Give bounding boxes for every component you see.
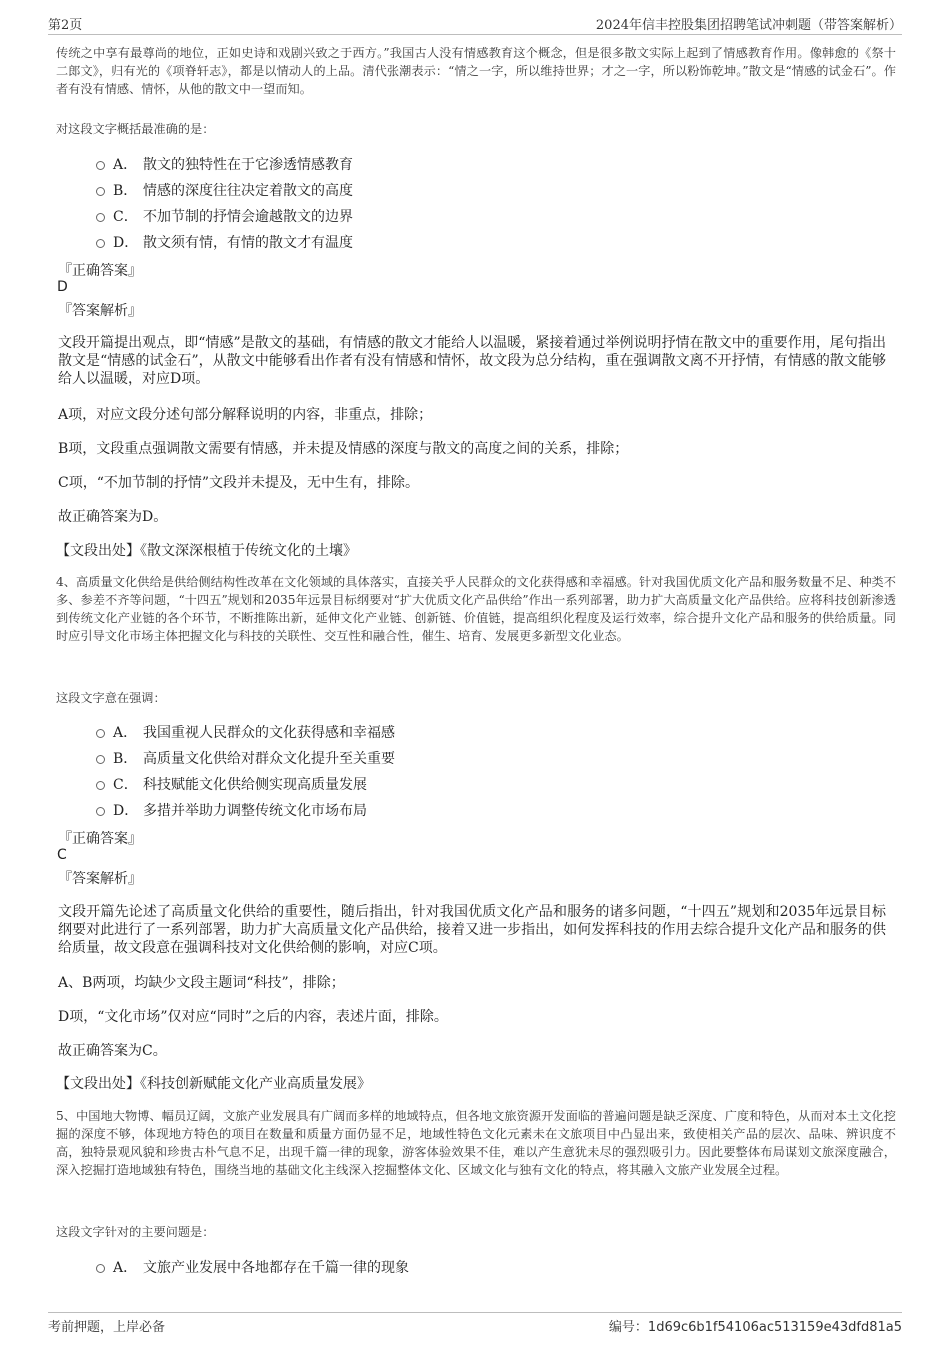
option-text: 散文须有情，有情的散文才有温度 [143, 235, 353, 251]
q3-source: 【文段出处】《散文深深根植于传统文化的土壤》 [56, 543, 357, 559]
q5-prompt: 这段文字针对的主要问题是： [56, 1225, 215, 1239]
q3-analysis: 文段开篇提出观点，即“情感”是散文的基础，有情感的散文才能给人以温暖，紧接着通过举例说明抒情在散文中的重要作用，尾句指出散文是“情感的试金石”，从散文中能够看出作者有没有情感和情怀，故文段为总分结构，重在强调散文离不开抒情，有情感的散文能够给人以温暖，对应D项。 [58, 335, 886, 387]
q4-option-c[interactable] [96, 774, 367, 794]
page-header [48, 12, 902, 35]
q4-option-d[interactable] [96, 800, 367, 820]
document-code [609, 1316, 902, 1335]
option-letter: B． [113, 751, 138, 767]
footer-slogan: 考前押题，上岸必备 [48, 1320, 166, 1335]
radio-icon[interactable] [96, 213, 105, 222]
option-letter: A． [113, 725, 138, 741]
option-text: 科技赋能文化供给侧实现高质量发展 [143, 777, 367, 793]
option-letter: D． [113, 235, 139, 251]
option-letter: A． [113, 157, 138, 173]
code-value: 1d69c6b1f54106ac513159e43dfd81a5 [647, 1320, 902, 1335]
page-footer [48, 1312, 902, 1337]
q3-note-a: A项，对应文段分述句部分解释说明的内容，非重点，排除； [58, 407, 433, 423]
radio-icon[interactable] [96, 807, 105, 816]
q4-analysis-label: 『答案解析』 [58, 871, 142, 887]
q4-option-a[interactable] [96, 722, 395, 742]
q3-option-b[interactable] [96, 180, 353, 200]
q4-conclusion: 故正确答案为C。 [58, 1043, 167, 1059]
q4-source: 【文段出处】《科技创新赋能文化产业高质量发展》 [56, 1076, 371, 1092]
q4-analysis: 文段开篇先论述了高质量文化供给的重要性，随后指出，针对我国优质文化产品和服务的诸多问题，“十四五”规划和2035年远景目标纲要对此进行了一系列部署，助力扩大高质量文化产品供给，接着又进一步指出，如何发挥科技的作用去综合提升文化产品和服务的供给质量，故文段意在强调科技对文化供给侧的影响，对应C项。 [58, 904, 886, 956]
q5-option-a[interactable] [96, 1257, 409, 1277]
code-label: 编号： [608, 1320, 648, 1335]
q3-answer-label: 『正确答案』 [58, 263, 142, 279]
option-letter: D． [113, 803, 139, 819]
q4-passage: 4、高质量文化供给是供给侧结构性改革在文化领域的具体落实，直接关乎人民群众的文化获得感和幸福感。针对我国优质文化产品和服务数量不足、种类不多、参差不齐等问题，“十四五”规划和2035年远景目标纲要对“扩大优质文化产品供给”作出一系列部署，助力扩大高质量文化产品供给。应将科技创新渗透到传统文化产业链的各个环节，不断推陈出新，延伸文化产业链、创新链、价值链，提高组织化程度及运行效率，综合提升文化产品和服务的供给质量。同时应引导文化市场主体把握文化与科技的关联性、交互性和融合性，催生、培育、发展更多新型文化业态。 [56, 575, 896, 643]
option-letter: A． [113, 1260, 138, 1276]
q3-option-a[interactable] [96, 154, 353, 174]
page-number: 第2页 [48, 18, 83, 33]
q3-note-c: C项，“不加节制的抒情”文段并未提及，无中生有，排除。 [58, 475, 420, 491]
option-text: 散文的独特性在于它渗透情感教育 [143, 157, 353, 173]
document-title: 2024年信丰控股集团招聘笔试冲刺题（带答案解析） [595, 18, 902, 33]
q3-option-c[interactable] [96, 206, 353, 226]
q5-passage: 5、中国地大物博、幅员辽阔，文旅产业发展具有广阔而多样的地域特点，但各地文旅资源开发面临的普遍问题是缺乏深度、广度和特色，从而对本土文化挖掘的深度不够，体现地方特色的项目在数量和质量方面仍显不足，地域性特色文化元素未在文旅项目中凸显出来，致使相关产品的层次、品味、辨识度不高，独特景观风貌和珍贵古朴气息不足，出现千篇一律的现象，游客体验效果不佳，难以产生意犹未尽的强烈吸引力。因此要整体布局谋划文旅深度融合，深入挖掘打造地域独有特色，围绕当地的基础文化主线深入挖掘整体文化、区域文化与独有文化的特点，将其融入文旅产业发展全过程。 [56, 1109, 896, 1177]
q4-answer: C [57, 847, 67, 863]
radio-icon[interactable] [96, 1264, 105, 1273]
q3-conclusion: 故正确答案为D。 [58, 509, 168, 525]
radio-icon[interactable] [96, 781, 105, 790]
q3-prompt: 对这段文字概括最准确的是： [56, 122, 215, 136]
q4-prompt: 这段文字意在强调： [56, 691, 166, 705]
q3-note-b: B项，文段重点强调散文需要有情感，并未提及情感的深度与散文的高度之间的关系，排除； [58, 441, 629, 457]
q3-answer: D [57, 279, 68, 295]
q4-note-ab: A、B两项，均缺少文段主题词“科技”，排除； [58, 975, 345, 991]
option-letter: C． [113, 209, 138, 225]
q4-answer-label: 『正确答案』 [58, 831, 142, 847]
q4-note-d: D项，“文化市场”仅对应“同时”之后的内容，表述片面，排除。 [58, 1009, 448, 1025]
radio-icon[interactable] [96, 187, 105, 196]
q4-option-b[interactable] [96, 748, 395, 768]
option-text: 文旅产业发展中各地都存在千篇一律的现象 [143, 1260, 409, 1276]
radio-icon[interactable] [96, 239, 105, 248]
option-text: 我国重视人民群众的文化获得感和幸福感 [143, 725, 395, 741]
option-text: 高质量文化供给对群众文化提升至关重要 [143, 751, 395, 767]
option-text: 不加节制的抒情会逾越散文的边界 [143, 209, 353, 225]
option-text: 情感的深度往往决定着散文的高度 [143, 183, 353, 199]
option-letter: B． [113, 183, 138, 199]
radio-icon[interactable] [96, 755, 105, 764]
radio-icon[interactable] [96, 161, 105, 170]
option-letter: C． [113, 777, 138, 793]
q3-passage: 传统之中享有最尊尚的地位，正如史诗和戏剧兴致之于西方。”我国古人没有情感教育这个概念，但是很多散文实际上起到了情感教育作用。像韩愈的《祭十二郎文》，归有光的《项脊轩志》，都是以情动人的上品。清代张潮表示：“情之一字，所以维持世界；才之一字，所以粉饰乾坤。”散文是“情感的试金石”。作者有没有情感、情怀，从他的散文中一望而知。 [56, 46, 896, 96]
q3-option-d[interactable] [96, 232, 353, 252]
q3-analysis-label: 『答案解析』 [58, 303, 142, 319]
option-text: 多措并举助力调整传统文化市场布局 [143, 803, 367, 819]
radio-icon[interactable] [96, 729, 105, 738]
